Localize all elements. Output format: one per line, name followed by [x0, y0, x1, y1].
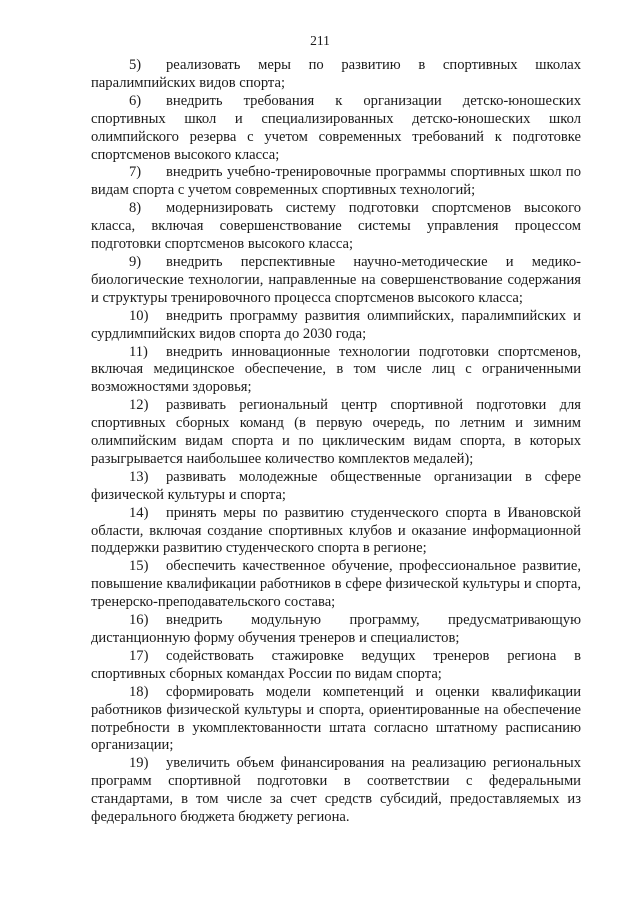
list-item	[91, 254, 581, 308]
item-text: сформировать модели компетенций и оценки квалификации работников физической культуры и спорта, ориентированные на обеспечение потребности в укомплектованности штата согласно штатному расписанию организации;	[91, 683, 581, 754]
item-number: 19)	[129, 755, 149, 772]
item-text: модернизировать систему подготовки спортсменов высокого класса, включая совершенствование системы управления процессом подготовки спортсменов высокого класса;	[91, 200, 581, 253]
list-item	[91, 505, 581, 559]
item-number: 10)	[129, 307, 149, 324]
item-text: принять меры по развитию студенческого спорта в Ивановской области, включая создание спортивных клубов и оказание информационной поддержки развитию студенческого спорта в регионе;	[91, 504, 581, 557]
item-number: 15)	[129, 558, 149, 575]
item-text: развивать региональный центр спортивной подготовки для спортивных сборных команд (в первую очередь, по летним и зимним олимпийским видам спорта и по циклическим видам спорта, в которых разыгрывается наибольшее количество комплектов медалей);	[91, 397, 581, 467]
list-item	[91, 164, 581, 200]
list-item	[91, 684, 581, 756]
item-text: содействовать стажировке ведущих тренеров региона в спортивных сборных командах России по видам спорта;	[91, 647, 581, 682]
item-text: обеспечить качественное обучение, профессиональное развитие, повышение квалификации работников в сфере физической культуры и спорта, тренерско-преподавательского состава;	[91, 558, 581, 611]
list-item	[91, 558, 581, 612]
list-item	[91, 308, 581, 344]
item-number: 8)	[129, 200, 142, 217]
list-item	[91, 200, 581, 254]
item-number: 14)	[129, 504, 149, 521]
item-text: внедрить учебно-тренировочные программы спортивных школ по видам спорта с учетом современных спортивных технологий;	[91, 164, 581, 199]
item-number: 16)	[129, 612, 149, 629]
page-number: 211	[310, 33, 330, 48]
item-number: 6)	[129, 92, 142, 109]
item-text: внедрить требования к организации детско-юношеских спортивных школ и специализированных детско-юношеских школ олимпийского резерва с учетом современных требований к подготовке спортсменов высокого класса;	[91, 92, 581, 163]
list-item	[91, 755, 581, 827]
list-item	[91, 648, 581, 684]
item-text: реализовать меры по развитию в спортивных школах паралимпийских видов спорта;	[91, 57, 581, 91]
item-text: увеличить объем финансирования на реализацию региональных программ спортивной подготовки в соответствии с федеральными стандартами, в том числе за счет средств субсидий, предоставляемых из федерального бюджета бюджету региона.	[91, 755, 581, 826]
item-text: развивать молодежные общественные организации в сфере физической культуры и спорта;	[91, 468, 581, 503]
item-number: 7)	[129, 164, 142, 181]
item-text: внедрить программу развития олимпийских, паралимпийских и сурдлимпийских видов спорта до 2030 года;	[91, 307, 581, 342]
list-item	[91, 57, 581, 93]
item-number: 18)	[129, 683, 149, 700]
item-number: 13)	[129, 468, 149, 485]
list-body	[91, 57, 581, 827]
item-number: 11)	[129, 343, 148, 360]
item-number: 12)	[129, 397, 149, 414]
list-item	[91, 397, 581, 469]
item-text: внедрить модульную программу, предусматривающую дистанционную форму обучения тренеров и специалистов;	[91, 612, 581, 646]
item-text: внедрить перспективные научно-методические и медико-биологические технологии, направленные на совершенствование содержания и структуры тренировочного процесса спортсменов высокого класса;	[91, 253, 581, 306]
item-number: 5)	[129, 57, 142, 73]
list-item	[91, 93, 581, 165]
list-item	[91, 344, 581, 398]
item-number: 17)	[129, 647, 149, 664]
list-item	[91, 612, 581, 648]
list-item	[91, 469, 581, 505]
item-number: 9)	[129, 253, 142, 270]
item-text: внедрить инновационные технологии подготовки спортсменов, включая медицинское обеспечение, в том числе лиц с ограниченными возможностями здоровья;	[91, 343, 581, 396]
